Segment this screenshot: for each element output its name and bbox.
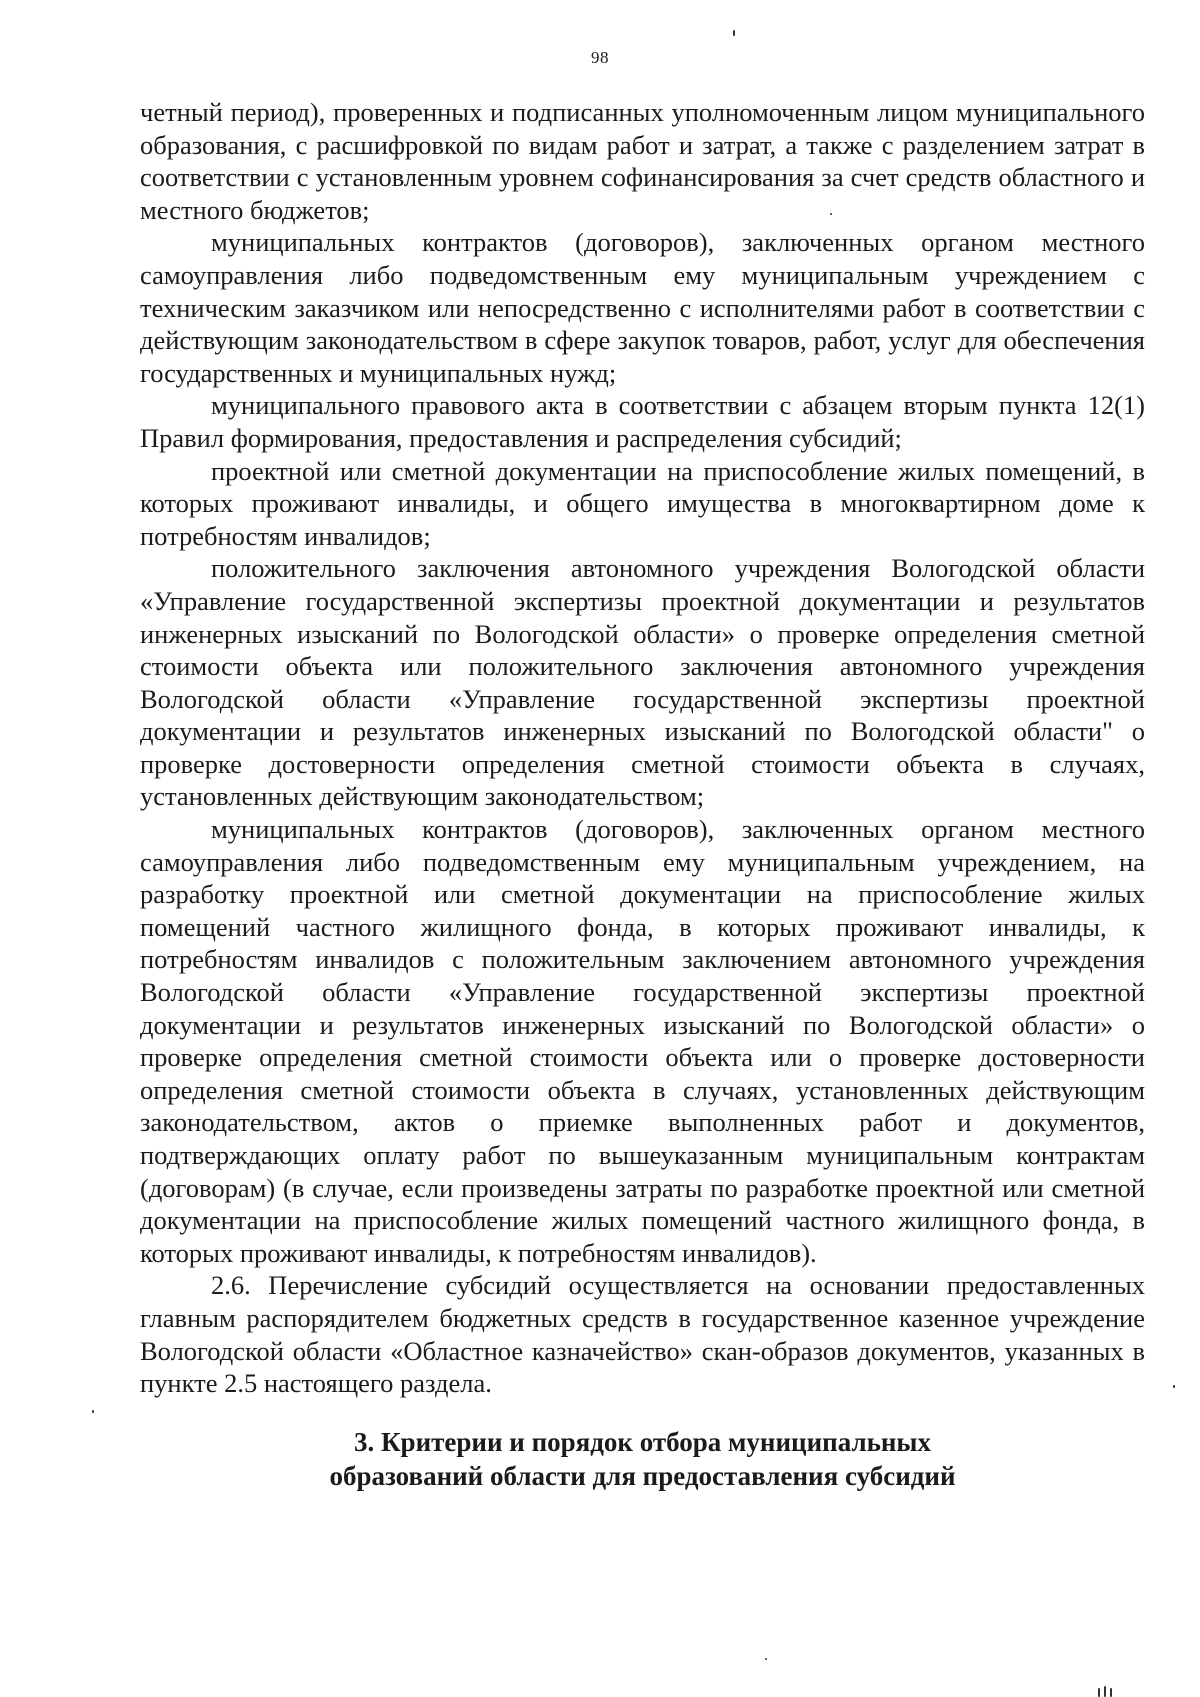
scan-speck [830,213,832,215]
paragraph-legal-act: муниципального правового акта в соответствии с абзацем вторым пункта 12(1) Правил формирования, предоставления и распределения субсидий; [140,390,1145,453]
scan-speck [92,1410,94,1413]
section-heading-line-1: 3. Критерии и порядок отбора муниципальных [353,1427,932,1457]
scan-speck [1173,1385,1175,1388]
page-number: 98 [591,48,609,67]
paragraph-expert-conclusion: положительного заключения автономного учреждения Вологодской области «Управление государственной экспертизы проектной документации и результатов инженерных изысканий по Вологодской области» о проверке определения сметной стоимости объекта или положительного заключения автономного учреждения Вологодской области «Управление государственной экспертизы проектной документации и результатов инженерных изысканий по Вологодской области" о проверке достоверности определения сметной стоимости объекта в случаях, установленных действующим законодательством; [140,553,1145,812]
scan-edge-mark [1104,1686,1106,1697]
paragraph-design-contracts: муниципальных контрактов (договоров), заключенных органом местного самоуправления либо подведомственным ему муниципальным учреждением, на разработку проектной или сметной документации на приспособление жилых помещений частного жилищного фонда, в которых проживают инвалиды, к потребностям инвалидов с положительным заключением автономного учреждения Вологодской области «Управление государственной экспертизы проектной документации и результатов инженерных изысканий по Вологодской области» о проверке определения сметной стоимости объекта или о проверке достоверности определения сметной стоимости объекта в случаях, установленных действующим законодательством, актов о приемке выполненных работ и документов, подтверждающих оплату работ по вышеуказанным муниципальным контрактам (договорам) (в случае, если произведены затраты по разработке проектной или сметной документации на приспособление жилых помещений частного жилищного фонда, в которых проживают инвалиды, к потребностям инвалидов). [140,814,1145,1268]
scan-edge-mark [1110,1688,1112,1697]
paragraph-2-6-subsidy-transfer: 2.6. Перечисление субсидий осуществляется на основании предоставленных главным распорядителем бюджетных средств в государственное казенное учреждение Вологодской области «Областное казначейство» скан-образов документов, указанных в пункте 2.5 настоящего раздела. [140,1270,1145,1399]
scan-edge-mark [1098,1688,1100,1697]
paragraph-reporting-period: четный период), проверенных и подписанных уполномоченным лицом муниципального образования, с расшифровкой по видам работ и затрат, а также с разделением затрат в соответствии с установленным уровнем софинансирования за счет средств областного и местного бюджетов; [140,97,1145,225]
section-3-heading [140,1425,1145,1493]
section-heading-line-2: образований области для предоставления субсидий [329,1461,956,1491]
paragraph-municipal-contracts: муниципальных контрактов (договоров), заключенных органом местного самоуправления либо подведомственным ему муниципальным учреждением с техническим заказчиком или непосредственно с исполнителями работ в соответствии с действующим законодательством в сфере закупок товаров, работ, услуг для обеспечения государственных и муниципальных нужд; [140,227,1145,388]
document-body [140,96,1145,1400]
paragraph-design-documentation: проектной или сметной документации на приспособление жилых помещений, в которых проживают инвалиды, и общего имущества в многоквартирном доме к потребностям инвалидов; [140,455,1145,551]
scan-speck [765,1658,767,1660]
scan-speck [733,30,735,36]
